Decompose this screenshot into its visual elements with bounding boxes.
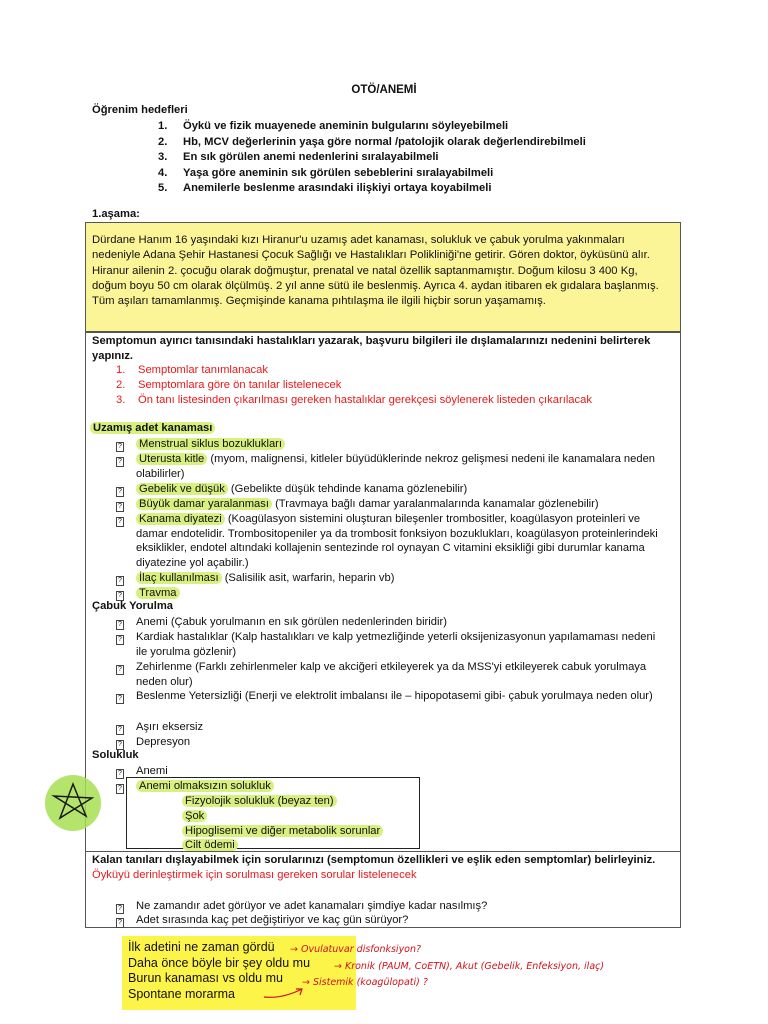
list-item: Fizyolojik solukluk (beyaz ten) [182,794,337,809]
instruction-text: Semptomun ayırıcı tanısındaki hastalıkları yazarak, başvuru bilgileri ile dışlamalarınızı nedenini belirterek yapınız. [92,335,651,362]
list-item: ? Zehirlenme (Farklı zehirlenmeler kalp ve akciğeri etkileyerek ya da MSS'yi etkileyerek cabuk yorulmaya neden olur) [116,660,676,689]
list-item: 3. Ön tanı listesinden çıkarılması gereken hastalıklar gerekçesi söylenerek listeden çıkarılacak [116,394,592,406]
list-item: 1. Semptomlar tanımlanacak [116,364,268,376]
stage-label: 1.aşama: [92,208,140,220]
list-item: ? Beslenme Yetersizliği (Enerji ve elektrolit imbalansı ile – hipopotasemi gibi- çabuk yorulmaya neden olur) [116,689,676,704]
case-box: Dürdane Hanım 16 yaşındaki kızı Hiranur'u uzamış adet kanaması, solukluk ve çabuk yorulma yakınmaları nedeniyle Adana Şehir Hastanesi Çocuk Sağlığı ve Hastalıkları Polikliniği'ne getirir. Gören doktor, öyküsünü alır. Hiranur ailenin 2. çocuğu olarak doğmuştur, prenatal ve natal özellik saptanmamıştır. Doğum kilosu 3 400 Kg, doğum boyu 50 cm olarak ölçülmüş. 2 yıl anne sütü ile beslenmiş. Ayrıca 4. aydan itibaren ek gıdalara başlanmış. Tüm aşıları tamamlanmış. Geçmişinde kanama pıhtılaşma ile ilgili hiçbir sorun yaşamamış. [85,222,681,332]
list-item: Cilt ödemi [182,838,238,853]
sticky-note: İlk adetini ne zaman gördü Daha önce böyle bir şey oldu mu Burun kanaması vs oldu mu Spontane morarma [122,936,356,1010]
list-item: ? Uterusta kitle (myom, malignensi, kitleler büyüdüklerinde nekroz gelişmesi nedeni ile kanamalara neden olabilirler) [116,452,676,481]
checkbox-icon: ? [116,442,124,452]
list-item: ? Büyük damar yaralanması (Travmaya bağlı damar yaralanmalarında kanamalar gözlenebilir) [116,497,676,512]
list-item: 1. Öykü ve fizik muayenede aneminin bulgularını söyleyebilmeli [158,120,509,132]
list-item: ? İlaç kullanılması (Salisilik asit, warfarin, heparin vb) [116,571,676,586]
checkbox-icon: ? [116,740,124,750]
checkbox-icon: ? [116,591,124,601]
checkbox-icon: ? [116,620,124,630]
list-item: ? Anemi olmaksızın solukluk [116,779,676,794]
checkbox-icon: ? [116,457,124,467]
star-mark-icon [38,770,108,836]
list-item: ? Depresyon [116,735,676,750]
list-item: Şok [182,809,207,824]
divider [85,332,681,333]
list-item: ? Gebelik ve düşük (Gebelikte düşük tehdinde kanama gözlenebilir) [116,482,676,497]
list-item: ? Kanama diyatezi (Koagülasyon sistemini oluşturan bileşenler trombositler, koagülasyon proteinleri ve damar endotelidir. Trombositopeniler ya da trombosit fonksiyon bozuklukları, koagülasyon proteinlerindeki eksiklikler, endotel altındaki kollajenin sentezinde rol oynayan C vitamini eksikliği gibi durumlar kanama diyatezine yol açabilir.) [116,512,676,570]
final-heading: Kalan tanıları dışlayabilmek için sorularınızı (semptomun özellikleri ve eşlik eden semptomlar) belirleyiniz. [92,854,656,866]
list-item: 5. Anemilerle beslenme arasındaki ilişkiyi ortaya koyabilmeli [158,182,492,194]
checkbox-icon: ? [116,576,124,586]
handwritten-note: → Kronik (PAUM, CoETN), Akut (Gebelik, Enfeksiyon, ilaç) [334,961,605,972]
checkbox-icon: ? [116,665,124,675]
objectives-heading: Öğrenim hedefleri [92,104,188,116]
handwritten-note: → Ovulatuvar disfonksiyon? [290,944,422,955]
section-heading: Solukluk [92,749,139,761]
list-item: 3. En sık görülen anemi nedenlerini sıralayabilmeli [158,151,439,163]
handwritten-note: → Sistemik (koagülopati) ? [302,977,428,988]
list-item: 2. Hb, MCV değerlerinin yaşa göre normal /patolojik olarak değerlendirebilmeli [158,135,586,148]
checkbox-icon: ? [116,918,124,928]
checkbox-icon: ? [116,502,124,512]
checkbox-icon: ? [116,635,124,645]
page-title: OTÖ/ANEMİ [351,84,417,96]
checkbox-icon: ? [116,784,124,794]
checkbox-icon: ? [116,487,124,497]
list-item: ? Menstrual siklus bozuklukları [116,437,676,452]
list-item: ? Ne zamandır adet görüyor ve adet kanamaları şimdiye kadar nasılmış? [116,899,676,914]
checkbox-icon: ? [116,517,124,527]
list-item: ? Travma [116,586,676,601]
objectives-list [158,119,586,197]
list-item: ? Anemi [116,764,676,779]
red-list [116,363,592,408]
section-heading: Uzamış adet kanaması [90,422,215,434]
list-item: 2. Semptomlara göre ön tanılar listelenecek [116,379,342,391]
list-item: Hipoglisemi ve diğer metabolik sorunlar [182,824,383,839]
divider [85,851,681,852]
list-item: 4. Yaşa göre aneminin sık görülen sebeblerini sıralayabilmeli [158,166,494,179]
checkbox-icon: ? [116,725,124,735]
final-instruction: Öyküyü derinleştirmek için sorulması gereken sorular listelenecek [92,869,417,881]
list-item: ? Anemi (Çabuk yorulmanın en sık görülen nedenlerinden biridir) [116,615,676,630]
section-heading: Çabuk Yorulma [92,600,174,612]
checkbox-icon: ? [116,904,124,914]
list-item: ? Kardiak hastalıklar (Kalp hastalıkları ve kalp yetmezliğinde yeterli oksijenizasyonun yapılamaması nedeni ile yorulma gözlenir) [116,630,676,659]
list-item: ? Adet sırasında kaç pet değiştiriyor ve kaç gün sürüyor? [116,913,676,928]
checkbox-icon: ? [116,769,124,779]
checkbox-icon: ? [116,694,124,704]
list-item: ? Aşırı eksersiz [116,720,676,735]
arrow-icon [262,985,308,1001]
